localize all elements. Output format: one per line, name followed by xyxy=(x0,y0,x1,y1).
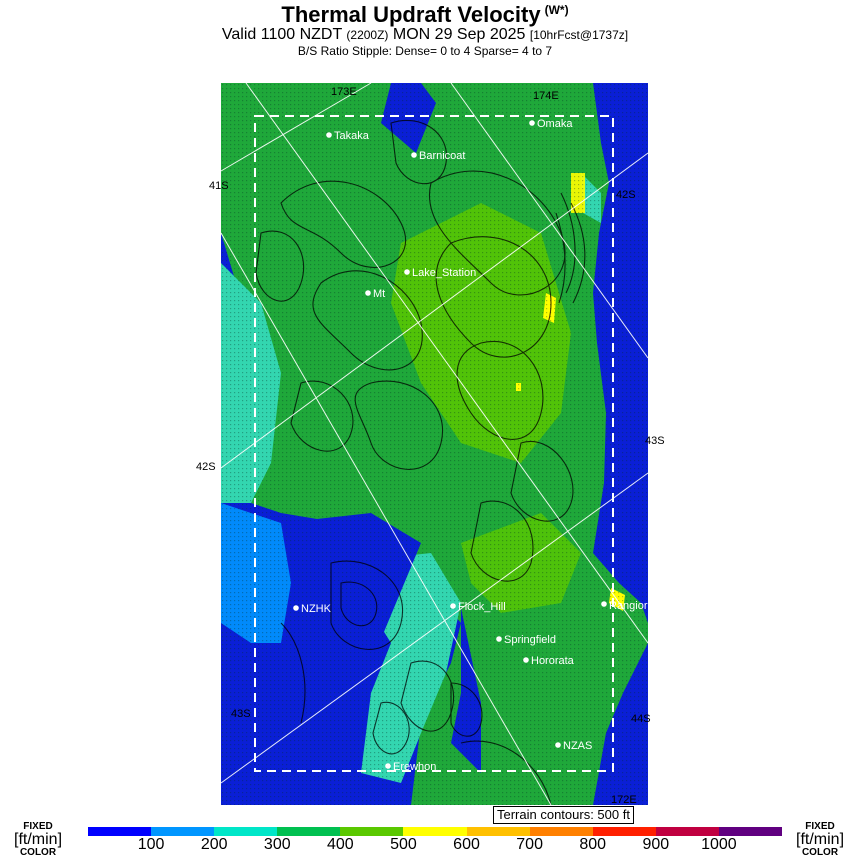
chart-title: Thermal Updraft Velocity $^{(W*)}$ xyxy=(281,2,569,27)
legend-units-right: FIXED [ft/min] COLOR xyxy=(796,821,845,858)
scale-tick-label: 800 xyxy=(579,836,607,853)
color-swatch xyxy=(214,827,277,836)
color-swatch xyxy=(467,827,530,836)
place-label-omaka: Omaka xyxy=(537,118,573,130)
color-swatch xyxy=(530,827,593,836)
place-label-nzhk: NZHK xyxy=(301,603,331,615)
lat-label: 44S xyxy=(631,713,651,725)
place-label-mt: Mt xyxy=(373,288,386,300)
place-label-flock-hill: Flock_Hill xyxy=(458,601,506,613)
valid-time-line: Valid 1100 NZDT (2200Z) MON 29 Sep 2025 [10hrFcst@1737z] xyxy=(221,26,629,43)
lat-label: 43S xyxy=(231,708,251,720)
scale-tick-label: 500 xyxy=(390,836,417,853)
scale-tick-label: 700 xyxy=(516,836,543,853)
scale-tick-label: 200 xyxy=(200,836,228,853)
place-label-takaka: Takaka xyxy=(334,130,369,142)
color-swatch xyxy=(151,827,214,836)
lon-label: 174E xyxy=(533,90,559,102)
scale-tick-label: 100 xyxy=(137,836,165,853)
color-swatch xyxy=(719,827,782,836)
lat-label-42s-east: 42S xyxy=(616,189,636,201)
scale-tick-label: 600 xyxy=(453,836,480,853)
terrain-note: Terrain contours: 500 ft xyxy=(493,806,634,824)
place-label-erewhon: Erewhon xyxy=(393,761,437,773)
lat-label-43s: 43S xyxy=(645,435,665,447)
place-label-lake-station: Lake_Station xyxy=(412,267,477,279)
lat-label-42s: 42S xyxy=(196,461,216,473)
color-swatch xyxy=(403,827,466,836)
color-swatch xyxy=(340,827,403,836)
scale-tick-label: 400 xyxy=(327,836,354,853)
color-swatch xyxy=(656,827,719,836)
legend-units-left: FIXED [ft/min] COLOR xyxy=(14,821,63,858)
lon-label: 173E xyxy=(331,86,357,98)
scale-tick-label: 1000 xyxy=(701,836,737,853)
color-scale xyxy=(88,827,782,836)
scale-tick-label: 300 xyxy=(263,836,291,853)
place-label-springfield: Springfield xyxy=(504,634,556,646)
forecast-map xyxy=(221,83,654,806)
color-swatch xyxy=(593,827,656,836)
color-swatch xyxy=(88,827,151,836)
place-label-rangiora: Rangiora xyxy=(609,600,654,612)
place-label-hororata: Hororata xyxy=(531,655,574,667)
stipple-note: B/S Ratio Stipple: Dense= 0 to 4 Sparse= 4 to 7 xyxy=(297,44,553,58)
lat-label-41s: 41S xyxy=(209,180,229,192)
place-label-nzas: NZAS xyxy=(563,740,593,752)
color-swatch xyxy=(277,827,340,836)
scale-tick-label: 900 xyxy=(642,836,670,853)
place-label-barnicoat: Barnicoat xyxy=(419,150,466,162)
lon-label: 172E xyxy=(611,794,637,806)
